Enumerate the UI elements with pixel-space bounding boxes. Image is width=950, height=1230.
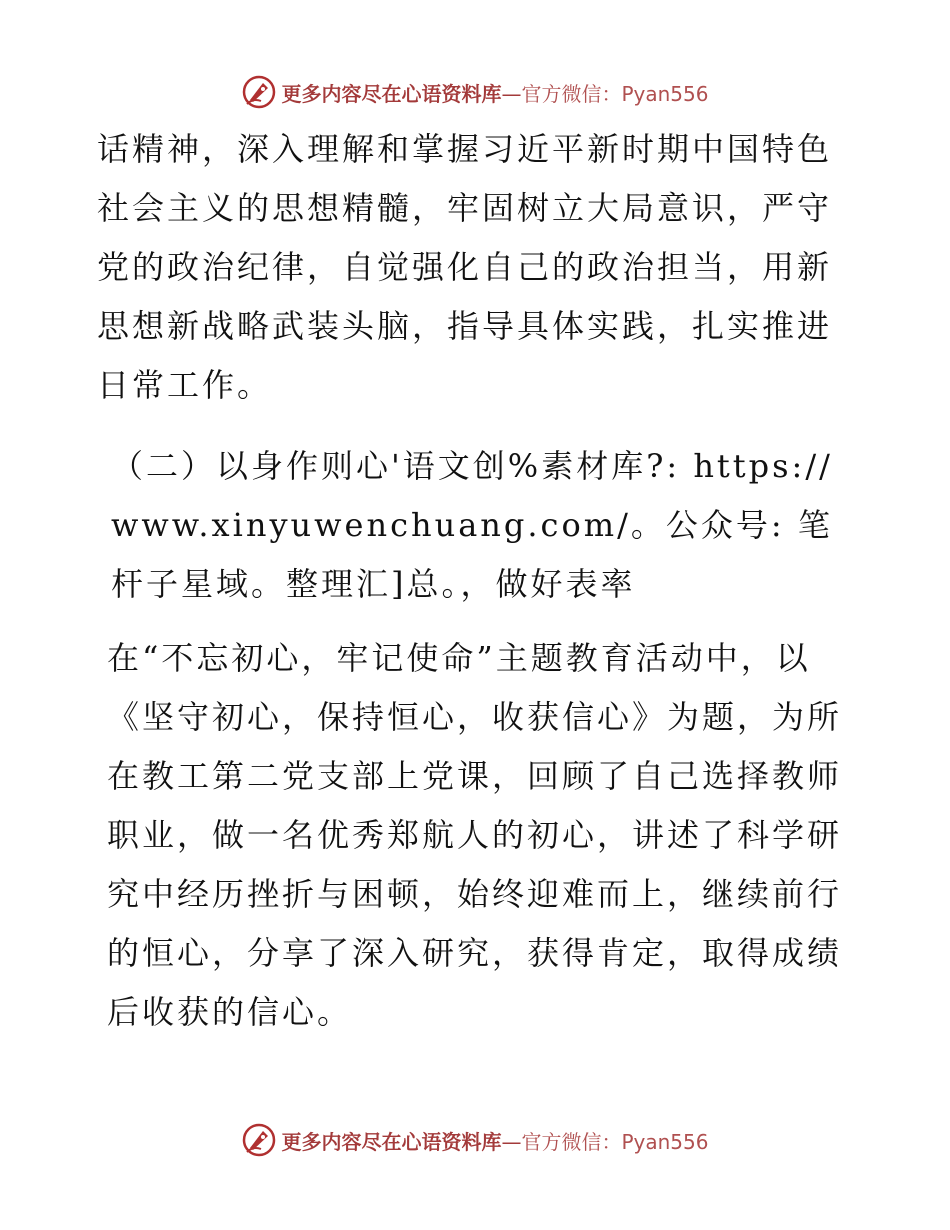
footer-banner-dash: — xyxy=(501,1129,522,1154)
pen-nib-logo-icon xyxy=(241,1122,277,1158)
header-banner xyxy=(0,72,950,112)
header-banner-text xyxy=(281,78,708,107)
footer-banner-contact: 官方微信：Pyan556 xyxy=(521,1129,709,1154)
header-banner-main: 更多内容尽在心语资料库 xyxy=(281,81,502,106)
footer-banner-main: 更多内容尽在心语资料库 xyxy=(281,1129,502,1154)
header-banner-dash: — xyxy=(501,81,522,106)
paragraph-1: 话精神，深入理解和掌握习近平新时期中国特色社会主义的思想精髓，牢固树立大局意识，严守党的政治纪律，自觉强化自己的政治担当，用新思想新战略武装头脑，指导具体实践，扎实推进日常工作。 xyxy=(97,130,833,404)
footer-banner xyxy=(0,1120,950,1160)
paragraph-3: 在“不忘初心，牢记使命”主题教育活动中，以《坚守初心，保持恒心，收获信心》为题，为所在教工第二党支部上党课，回顾了自己选择教师职业，做一名优秀郑航人的初心，讲述了科学研究中经历挫折与困顿，始终迎难而上，继续前行的恒心，分享了深入研究，获得肯定，取得成绩后收获的信心。 xyxy=(107,639,843,1031)
pen-nib-logo-icon xyxy=(241,74,277,110)
paragraph-2-heading: （二）以身作则心'语文创%素材库?: https://www.xinyuwenchuang.com/。公众号: 笔杆子星域。整理汇]总。，做好表率 xyxy=(111,447,833,603)
header-banner-contact: 官方微信：Pyan556 xyxy=(521,81,709,106)
document-body xyxy=(97,120,857,1042)
footer-banner-text xyxy=(281,1126,708,1155)
